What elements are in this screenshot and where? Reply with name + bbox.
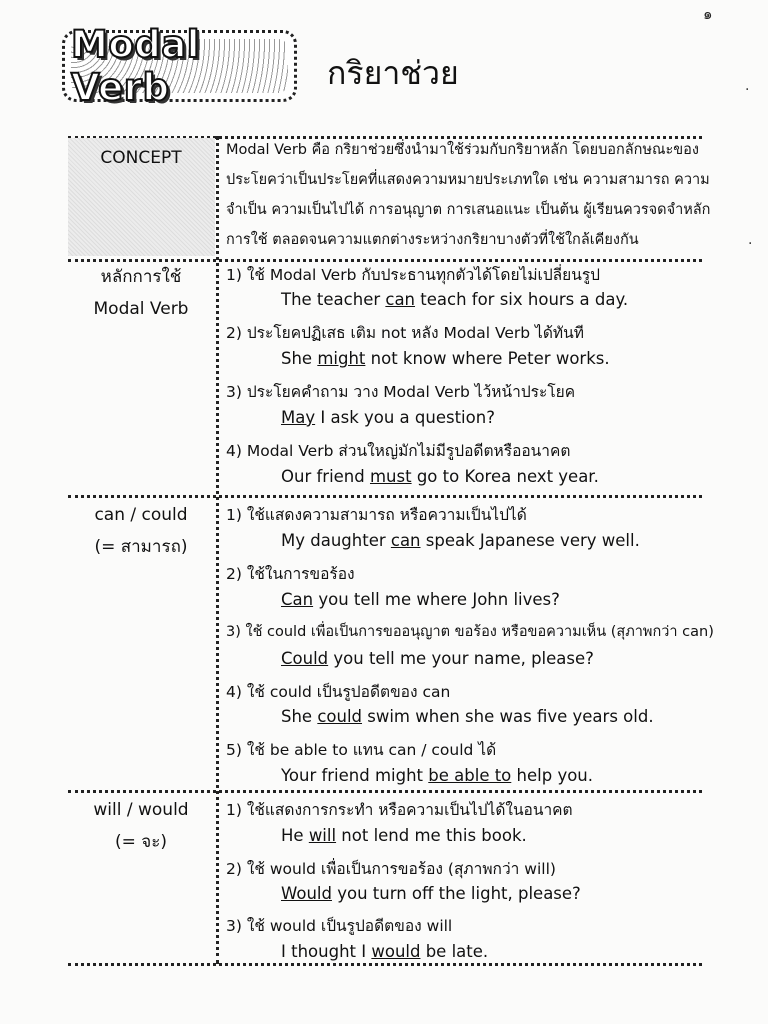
modal-word: might xyxy=(317,349,366,368)
margin-mark: · xyxy=(745,82,750,98)
modal-word: must xyxy=(369,467,412,486)
section-label: will / would xyxy=(93,800,189,820)
rule-text: 5) ใช้ be able to แทน can / could ได้ xyxy=(226,741,497,759)
modal-word: be able to xyxy=(428,766,512,785)
example-sentence: She might not know where Peter works. xyxy=(281,349,610,368)
title-english: Modal Verb xyxy=(71,23,200,109)
concept-text-line: Modal Verb คือ กริยาช่วยซึ่งนำมาใช้ร่วมกับกริยาหลัก โดยบอกลักษณะของ xyxy=(226,142,699,158)
example-sentence: Our friend must go to Korea next year. xyxy=(281,467,599,486)
example-sentence: She could swim when she was five years old. xyxy=(281,707,654,726)
example-sentence: Could you tell me your name, please? xyxy=(281,649,594,668)
section-label: Modal Verb xyxy=(93,299,189,319)
modal-word: can xyxy=(390,531,421,550)
modal-word: can xyxy=(385,290,416,309)
rule-text: 3) ใช้ could เพื่อเป็นการขออนุญาต ขอร้อง หรือขอความเห็น (สุภาพกว่า can) xyxy=(226,624,714,640)
column-divider xyxy=(216,136,219,964)
example-sentence: Your friend might be able to help you. xyxy=(281,766,593,785)
title-badge xyxy=(62,23,297,109)
concept-text-line: การใช้ ตลอดจนความแตกต่างระหว่างกริยาบางตัวที่ใช้ใกล้เคียงกัน xyxy=(226,232,639,248)
rule-text: 3) ใช้ would เป็นรูปอดีตของ will xyxy=(226,917,453,935)
example-sentence: The teacher can teach for six hours a day. xyxy=(281,290,629,309)
rule-text: 1) ใช้แสดงความสามารถ หรือความเป็นไปได้ xyxy=(226,506,527,524)
rule-text: 4) Modal Verb ส่วนใหญ่มักไม่มีรูปอดีตหรืออนาคต xyxy=(226,442,571,460)
modal-word: Could xyxy=(281,649,329,668)
rule-text: 4) ใช้ could เป็นรูปอดีตของ can xyxy=(226,683,451,701)
modal-word: would xyxy=(371,942,421,961)
modal-word: May xyxy=(281,408,316,427)
example-sentence: He will not lend me this book. xyxy=(281,826,527,845)
rule-text: 1) ใช้ Modal Verb กับประธานทุกตัวได้โดยไม่เปลี่ยนรูป xyxy=(226,266,601,284)
rule-text: 2) ใช้ would เพื่อเป็นการขอร้อง (สุภาพกว่า will) xyxy=(226,860,556,878)
concept-label: CONCEPT xyxy=(100,148,182,168)
rule-text: 3) ประโยคคำถาม วาง Modal Verb ไว้หน้าประโยค xyxy=(226,383,576,401)
section-label: หลักการใช้ xyxy=(100,267,182,287)
example-sentence: Can you tell me where John lives? xyxy=(281,590,560,609)
row-divider xyxy=(68,495,702,498)
rule-text: 1) ใช้แสดงการกระทำ หรือความเป็นไปได้ในอนาคต xyxy=(226,801,573,819)
page-number: ๑ xyxy=(703,5,713,23)
example-sentence: Would you turn off the light, please? xyxy=(281,884,581,903)
modal-word: will xyxy=(308,826,337,845)
title-thai: กริยาช่วย xyxy=(327,54,459,92)
section-label: (= สามารถ) xyxy=(94,537,188,557)
rule-text: 2) ประโยคปฏิเสธ เติม not หลัง Modal Verb ได้ทันที xyxy=(226,324,584,342)
concept-text-line: ประโยคว่าเป็นประโยคที่แสดงความหมายประเภทใด เช่น ความสามารถ ความ xyxy=(226,172,710,188)
example-sentence: May I ask you a question? xyxy=(281,408,495,427)
rule-text: 2) ใช้ในการขอร้อง xyxy=(226,565,355,583)
modal-word: Would xyxy=(281,884,332,903)
example-sentence: My daughter can speak Japanese very well. xyxy=(281,531,640,550)
margin-mark: · xyxy=(748,236,753,252)
modal-word: could xyxy=(317,707,363,726)
section-label: can / could xyxy=(94,505,188,525)
modal-word: Can xyxy=(281,590,314,609)
example-sentence: I thought I would be late. xyxy=(281,942,489,961)
table-bottom-border xyxy=(68,963,702,966)
row-divider xyxy=(68,790,702,793)
section-label: (= จะ) xyxy=(114,832,167,852)
concept-text-line: จำเป็น ความเป็นไปได้ การอนุญาต การเสนอแนะ เป็นต้น ผู้เรียนควรจดจำหลัก xyxy=(226,202,711,218)
